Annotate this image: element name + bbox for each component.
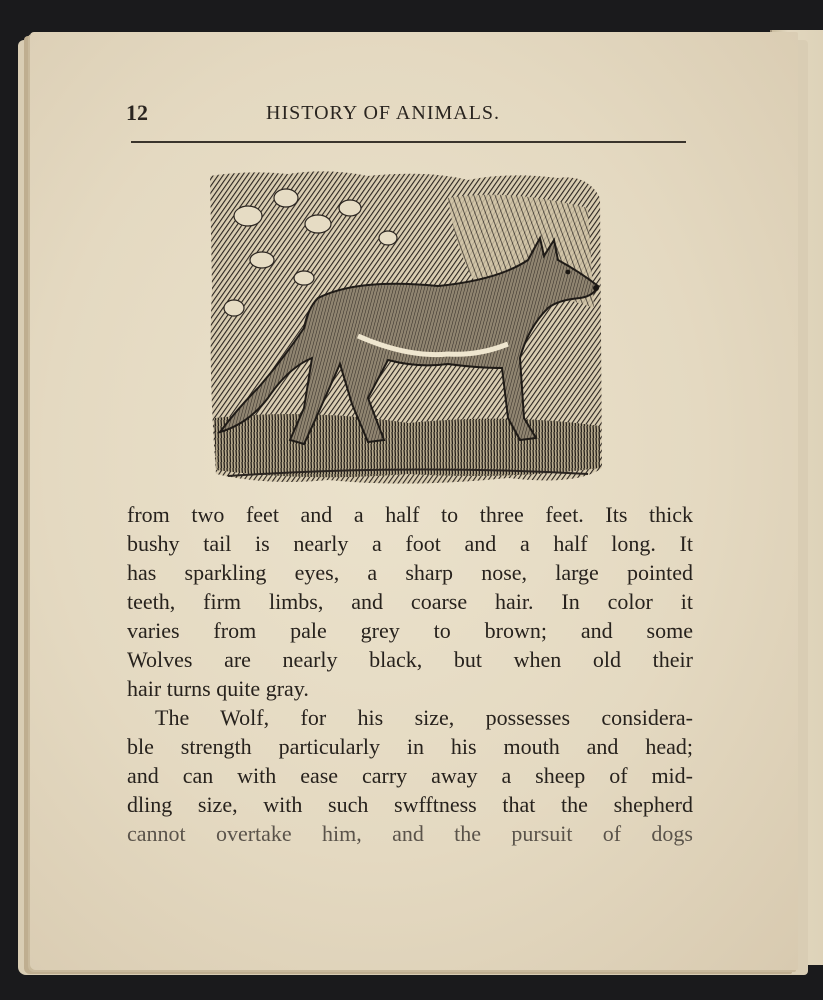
running-head: HISTORY OF ANIMALS. xyxy=(266,102,501,124)
text-line: Wolves are nearly black, but when old their xyxy=(127,647,693,672)
text-line: from two feet and a half to three feet. Its thick xyxy=(127,502,693,527)
page-number: 12 xyxy=(126,100,148,125)
text-line: ble strength particularly in his mouth and head; xyxy=(127,734,693,759)
wolf-illustration xyxy=(208,168,604,490)
text-line: bushy tail is nearly a foot and a half long. It xyxy=(127,531,693,556)
body-text xyxy=(127,500,693,848)
header-rule xyxy=(131,141,686,143)
text-line: has sparkling eyes, a sharp nose, large pointed xyxy=(127,560,693,585)
paragraph-start-line: The Wolf, for his size, possesses considera- xyxy=(155,705,693,730)
text-line: varies from pale grey to brown; and some xyxy=(127,618,693,643)
text-line: hair turns quite gray. xyxy=(127,676,309,701)
text-line: dling size, with such swfftness that the shepherd xyxy=(127,792,693,817)
text-line: and can with ease carry away a sheep of mid- xyxy=(127,763,693,788)
text-line: teeth, firm limbs, and coarse hair. In color it xyxy=(127,589,693,614)
text-line: cannot overtake him, and the pursuit of dogs xyxy=(127,821,693,846)
